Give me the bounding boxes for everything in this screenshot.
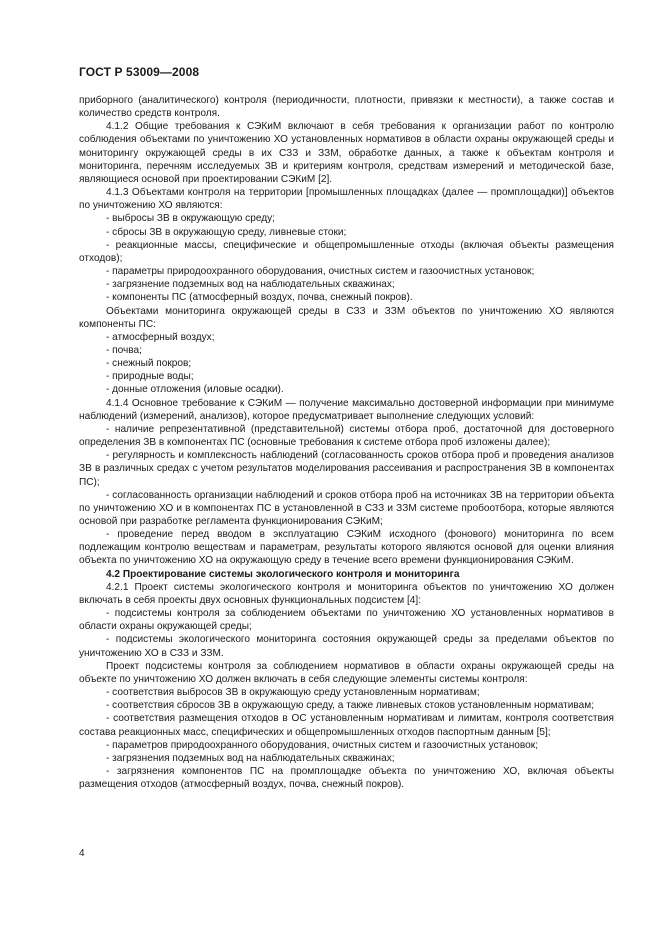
section-heading: 4.2 Проектирование системы экологического контроля и мониторинга [106, 568, 460, 580]
list-item: - проведение перед вводом в эксплуатацию СЭКиМ исходного (фонового) мониторинга по всем подлежащим контролю веществам и параметрам, результаты которого являются основой для оценки влияния объекта по уничтожению ХО на окружающую среду в течение всего времени функционирования СЭКиМ. [79, 529, 614, 567]
list-item: - атмосферный воздух; [106, 331, 215, 343]
page-number: 4 [79, 848, 85, 859]
list-item: - природные воды; [106, 371, 194, 383]
list-item: - сбросы ЗВ в окружающую среду, ливневые стоки; [106, 226, 347, 238]
list-item: - параметры природоохранного оборудования, очистных систем и газоочистных установок; [106, 266, 535, 278]
list-item: - согласованность организации наблюдений и сроков отбора проб на источниках ЗВ на территории объекта по уничтожению ХО и в компонентах ПС в установленной в СЗЗ и ЗЗМ системе пробоотбора, которые являются основой при разработке регламента функционирования СЭКиМ; [79, 489, 614, 527]
paragraph: Объектами мониторинга окружающей среды в СЗЗ и ЗЗМ объектов по уничтожению ХО являются компоненты ПС: [79, 305, 614, 330]
paragraph: 4.2.1 Проект системы экологического контроля и мониторинга объектов по уничтожению ХО должен включать в себя проекты двух основных функциональных подсистем [4]: [79, 581, 614, 606]
paragraph: приборного (аналитического) контроля (периодичности, плотности, привязки к местности), а также состав и количество средств контроля. [79, 95, 614, 120]
list-item: - загрязнение подземных вод на наблюдательных скважинах; [106, 279, 395, 291]
list-item: - соответствия размещения отходов в ОС установленным нормативам и лимитам, контроля соответствия состава реакционных масс, специфических и общепромышленных отходов паспортным данным [5]; [79, 713, 614, 738]
list-item: - подсистемы экологического мониторинга состояния окружающей среды за пределами объектов по уничтожению ХО в СЗЗ и ЗЗМ. [79, 634, 614, 659]
list-item: - выбросы ЗВ в окружающую среду; [106, 213, 275, 225]
list-item: - наличие репрезентативной (представительной) системы отбора проб, достаточной для достоверного определения ЗВ в компонентах ПС (основные требования к системе отбора проб изложены далее); [79, 423, 614, 449]
list-item: - реакционные массы, специфические и общепромышленные отходы (включая объекты размещения отходов); [79, 239, 614, 264]
list-item: - параметров природоохранного оборудования, очистных систем и газоочистных установок; [106, 739, 539, 751]
paragraph: Проект подсистемы контроля за соблюдением нормативов в области охраны окружающей среды на объекте по уничтожению ХО должен включать в себя следующие элементы системы контроля: [79, 660, 614, 685]
list-item: - подсистемы контроля за соблюдением объектами по уничтожению ХО установленных нормативов в области охраны окружающей среды; [79, 608, 614, 633]
list-item: - компоненты ПС (атмосферный воздух, почва, снежный покров). [106, 292, 413, 304]
list-item: - загрязнения компонентов ПС на промплощадке объекта по уничтожению ХО, включая объекты размещения отходов (атмосферный воздух, почва, снежный покров). [79, 765, 614, 791]
list-item: - соответствия выбросов ЗВ в окружающую среду установленным нормативам; [106, 687, 480, 699]
list-item: - донные отложения (иловые осадки). [106, 384, 284, 396]
list-item: - регулярность и комплексность наблюдений (согласованность сроков отбора проб и проведения анализов ЗВ в различных средах с учетом результатов моделирования рассеивания и распространения ЗВ в компонентах ПС); [79, 450, 614, 488]
paragraph: 4.1.2 Общие требования к СЭКиМ включают в себя требования к организации работ по контролю соблюдения объектами по уничтожению ХО установленных нормативов в области охраны окружающей среды и мониторингу окружающей среды в их СЗЗ и ЗЗМ, обработке данных, а также к объектам контроля и мониторинга, перечням исследуемых ЗВ и критериям контроля, средствам измерений и методической базе, являющиеся основой при проектировании СЭКиМ [2]. [79, 121, 614, 185]
list-item: - снежный покров; [106, 358, 192, 370]
paragraph: 4.1.3 Объектами контроля на территории [промышленных площадках (далее — промплощадки)] объектов по уничтожению ХО являются: [79, 187, 614, 212]
list-item: - загрязнения подземных вод на наблюдательных скважинах; [106, 752, 395, 764]
list-item: - соответствия сбросов ЗВ в окружающую среду, а также ливневых стоков установленным нормативам; [106, 700, 595, 712]
paragraph: 4.1.4 Основное требование к СЭКиМ — получение максимально достоверной информации при минимуме наблюдений (измерений, анализов), которое предусматривает выполнение следующих условий: [79, 397, 614, 422]
standard-header: ГОСТ Р 53009—2008 [79, 65, 200, 79]
list-item: - почва; [106, 344, 142, 356]
document-body [79, 94, 614, 791]
